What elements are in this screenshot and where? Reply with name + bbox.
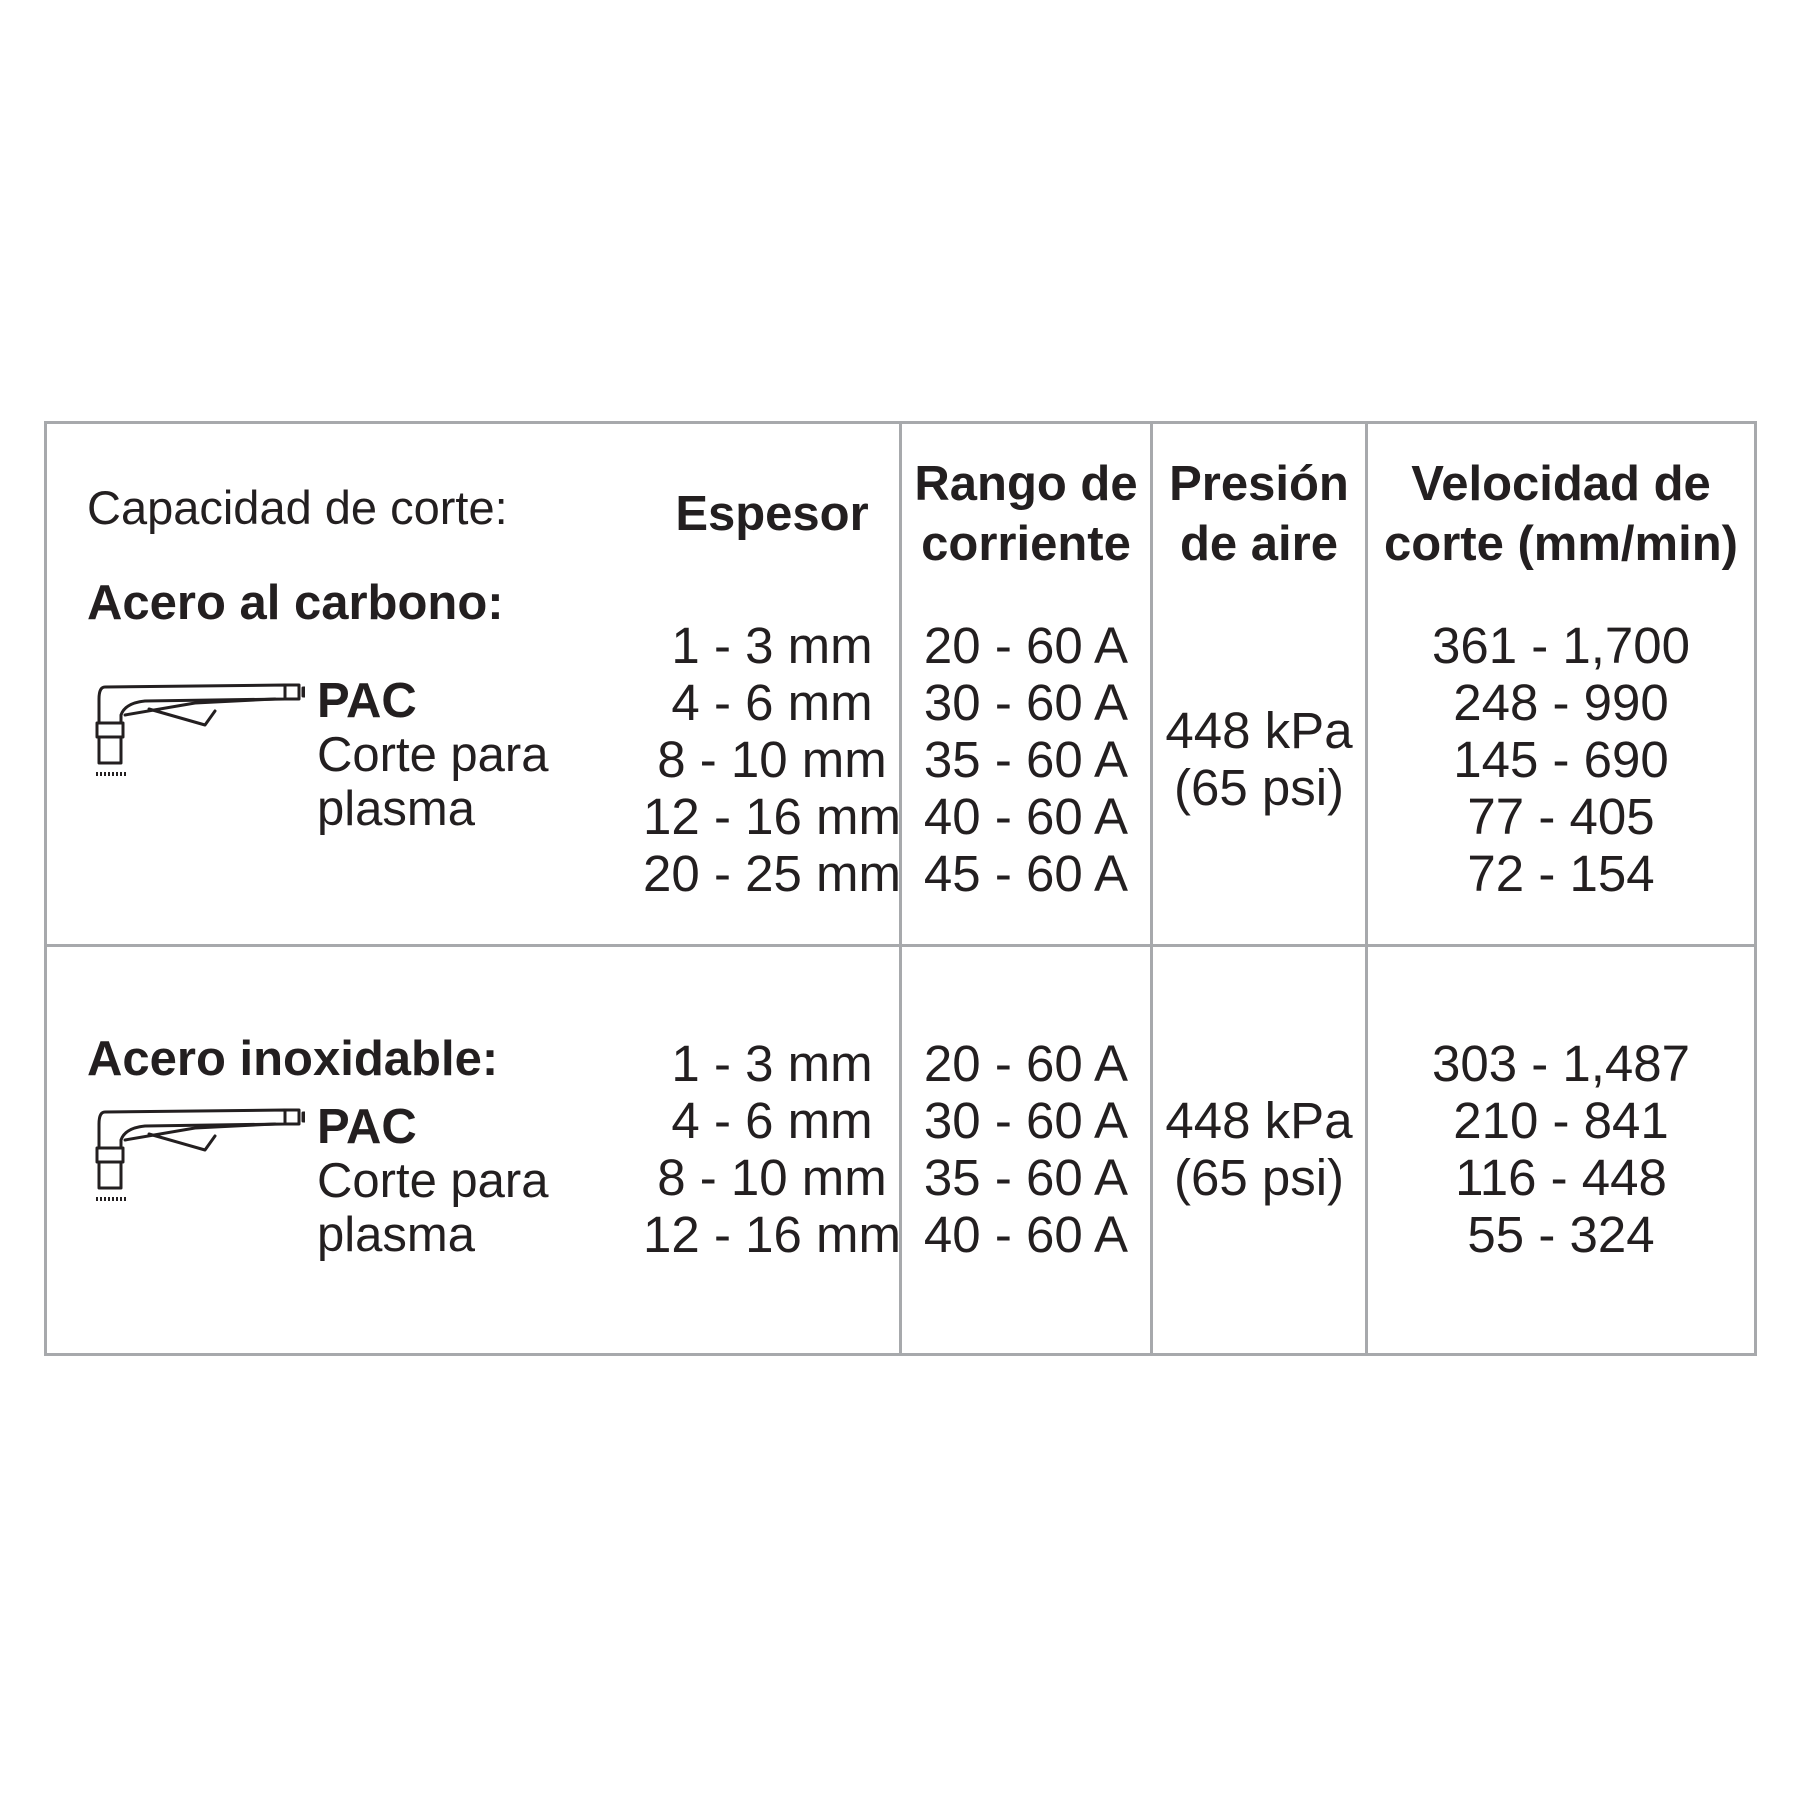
current-values-carbon [902,614,1150,904]
speed-value: 303 - 1,487 [1431,1035,1691,1092]
pressure-kpa: 448 kPa [1165,1092,1353,1149]
current-value: 30 - 60 A [923,1092,1129,1149]
thickness-value: 4 - 6 mm [671,673,873,731]
current-value: 20 - 60 A [923,1035,1129,1092]
thickness-values-stainless [643,1034,901,1264]
capacity-label: Capacidad de corte: [87,481,508,534]
speed-value: 361 - 1,700 [1431,616,1691,674]
current-value: 40 - 60 A [923,787,1129,845]
speed-value: 116 - 448 [1455,1149,1667,1206]
thickness-value: 4 - 6 mm [671,1092,873,1149]
header-pressure-line2: de aire [1180,517,1338,571]
current-value: 40 - 60 A [923,1206,1129,1263]
thickness-value: 12 - 16 mm [643,787,901,845]
thickness-value: 20 - 25 mm [643,844,901,902]
thickness-values-carbon [643,614,901,904]
header-current-line2: corriente [921,517,1131,571]
pressure-psi: (65 psi) [1173,759,1345,816]
header-cut-speed [1368,454,1754,574]
speed-value: 145 - 690 [1453,730,1669,788]
header-air-pressure [1153,454,1365,574]
header-speed-line2: corte (mm/min) [1384,517,1738,571]
process-description: Corte para plasma [317,1154,549,1262]
process-code: PAC [317,674,417,728]
speed-value: 72 - 154 [1467,844,1655,902]
current-value: 20 - 60 A [923,616,1129,674]
process-pac-carbon [317,674,557,836]
speed-value: 77 - 405 [1467,787,1655,845]
process-description: Corte para plasma [317,728,549,836]
material-carbon-steel: Acero al carbono: [87,576,504,630]
header-current-line1: Rango de [914,457,1138,511]
current-values-stainless [902,1034,1150,1264]
header-thickness [647,454,897,574]
speed-value: 55 - 324 [1467,1206,1655,1263]
header-speed-line1: Velocidad de [1411,457,1711,511]
material-stainless-steel: Acero inoxidable: [87,1032,499,1086]
pressure-values-carbon [1153,614,1365,904]
thickness-value: 1 - 3 mm [671,616,873,674]
pressure-values-stainless [1153,1034,1365,1264]
speed-value: 210 - 841 [1453,1092,1669,1149]
pressure-kpa: 448 kPa [1165,702,1353,759]
current-value: 45 - 60 A [923,844,1129,902]
plasma-torch-icon [85,1100,305,1210]
thickness-value: 12 - 16 mm [643,1206,901,1263]
thickness-value: 1 - 3 mm [671,1035,873,1092]
row-divider [47,944,1754,947]
thickness-value: 8 - 10 mm [657,1149,887,1206]
plasma-torch-icon [85,675,305,785]
process-pac-stainless [317,1100,557,1262]
current-value: 35 - 60 A [923,1149,1129,1206]
cutting-capacity-table [44,421,1757,1356]
speed-values-carbon [1368,614,1754,904]
current-value: 35 - 60 A [923,730,1129,788]
current-value: 30 - 60 A [923,673,1129,731]
thickness-value: 8 - 10 mm [657,730,887,788]
header-pressure-line1: Presión [1169,457,1349,511]
speed-value: 248 - 990 [1453,673,1669,731]
process-code: PAC [317,1100,417,1154]
header-current-range [902,454,1150,574]
speed-values-stainless [1368,1034,1754,1264]
pressure-psi: (65 psi) [1173,1149,1345,1206]
header-thickness-text: Espesor [675,487,869,541]
